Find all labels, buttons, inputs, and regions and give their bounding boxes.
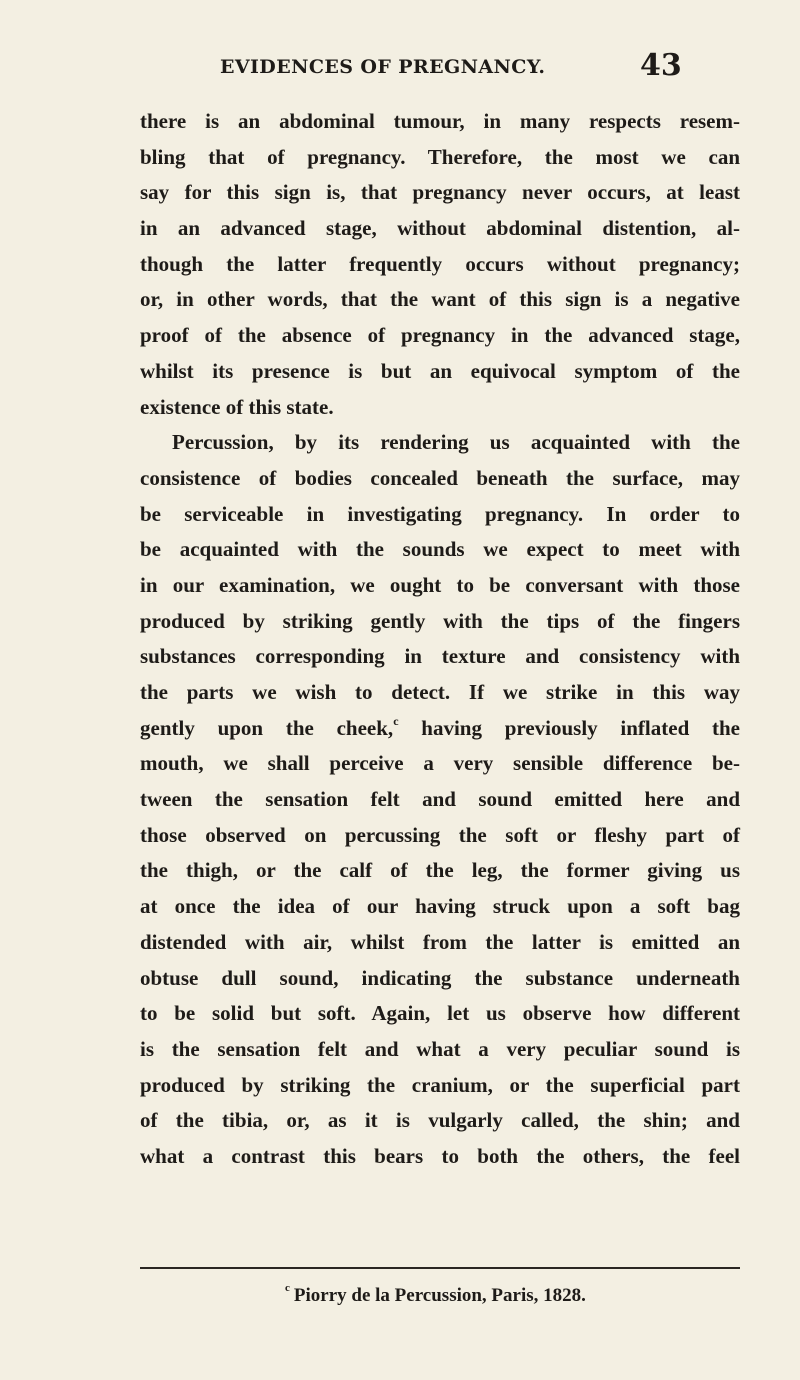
text-line: of the tibia, or, as it is vulgarly called, the shin; and (140, 1108, 740, 1133)
text-line: tween the sensation felt and sound emitted here and (140, 787, 740, 812)
text-line: the thigh, or the calf of the leg, the former giving us (140, 858, 740, 883)
text-line: be acquainted with the sounds we expect to meet with (140, 537, 740, 562)
text-line: mouth, we shall perceive a very sensible difference be- (140, 751, 740, 776)
text-line: the parts we wish to detect. If we strike in this way (140, 680, 740, 704)
text-line: in our examination, we ought to be conversant with those (140, 572, 740, 597)
footnote (285, 1281, 586, 1307)
text-line: say for this sign is, that pregnancy never occurs, at least (140, 180, 740, 205)
text-line: be serviceable in investigating pregnancy. In order to (140, 501, 740, 526)
text-line: what a contrast this bears to both the others, the feel (140, 1143, 740, 1168)
text-line: existence of this state. (140, 394, 334, 419)
text-line: in an advanced stage, without abdominal distention, al- (140, 216, 740, 241)
text-line: produced by striking the cranium, or the superficial part (140, 1072, 740, 1097)
paragraph-start-line: Percussion, by its rendering us acquainted with the (172, 430, 740, 455)
text-line: whilst its presence is but an equivocal symptom of the (140, 358, 740, 383)
text-line: to be solid but soft. Again, let us observe how different (140, 1001, 740, 1026)
line-suffix: having previously inflated the (421, 715, 740, 740)
page-number: 43 (640, 48, 682, 83)
text-line: proof of the absence of pregnancy in the advanced stage, (140, 323, 740, 348)
running-head (0, 50, 800, 90)
text-line: obtuse dull sound, indicating the substance underneath (140, 965, 740, 990)
text-line: there is an abdominal tumour, in many respects resem- (140, 109, 740, 133)
line-prefix: gently upon the cheek, (140, 715, 394, 740)
text-line: substances corresponding in texture and consistency with (140, 644, 740, 669)
body-text (140, 104, 740, 1175)
footnote-marker: c (285, 1281, 290, 1294)
footnote-divider (140, 1267, 740, 1269)
text-line: those observed on percussing the soft or fleshy part of (140, 822, 740, 847)
footnote-reference: c (393, 713, 399, 728)
text-line: though the latter frequently occurs without pregnancy; (140, 251, 740, 276)
footnote-text: Piorry de la Percussion, Paris, 1828. (293, 1285, 586, 1306)
text-line: consistence of bodies concealed beneath the surface, may (140, 465, 740, 490)
text-line-with-footnote-ref (140, 711, 740, 747)
running-title: EVIDENCES OF PREGNANCY. (220, 56, 546, 78)
text-line: at once the idea of our having struck upon a soft bag (140, 894, 740, 919)
text-line: bling that of pregnancy. Therefore, the most we can (140, 144, 740, 169)
text-line: is the sensation felt and what a very peculiar sound is (140, 1036, 740, 1061)
text-line: or, in other words, that the want of this sign is a negative (140, 287, 740, 312)
text-line: distended with air, whilst from the latter is emitted an (140, 929, 740, 954)
text-line: produced by striking gently with the tips of the fingers (140, 608, 740, 633)
